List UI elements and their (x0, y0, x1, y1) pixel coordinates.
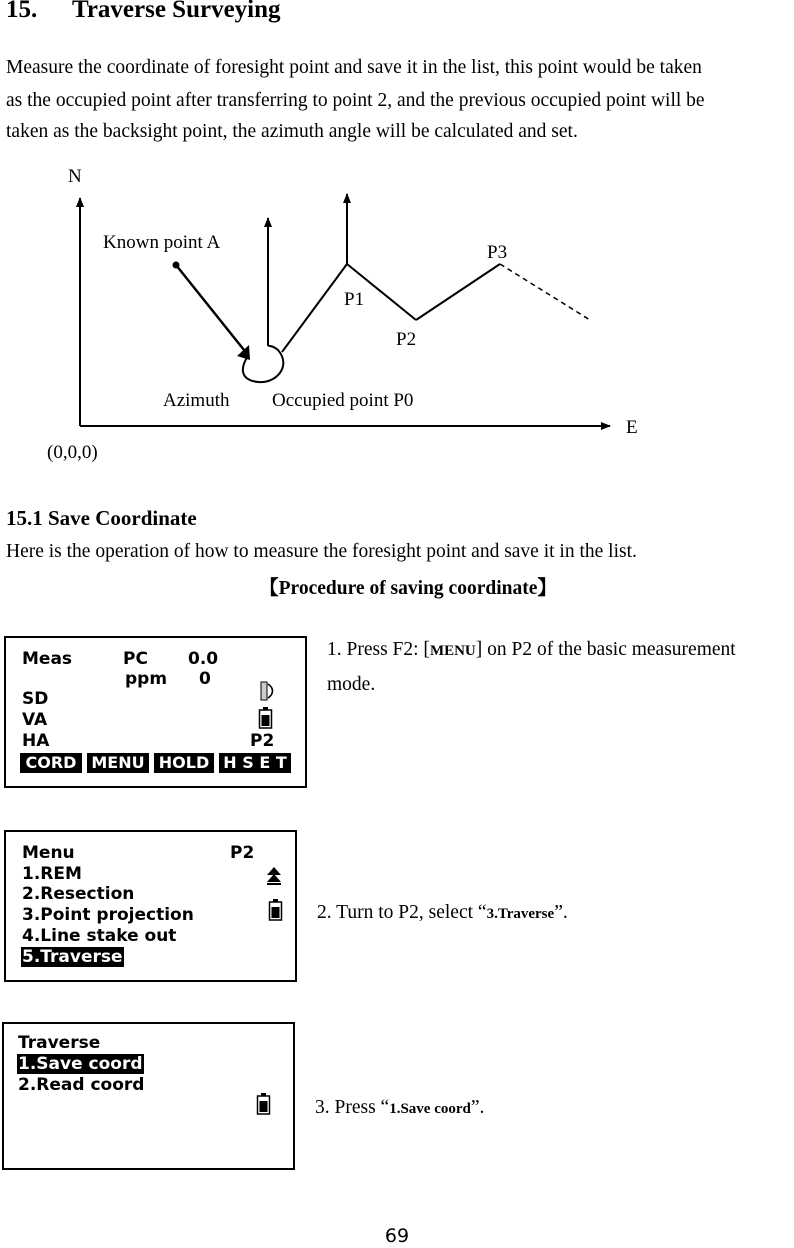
screen-menu (4, 830, 297, 982)
step-1-text-a: 1. Press F2: [ (327, 639, 430, 660)
intro-line-3: taken as the backsight point, the azimuth angle will be calculated and set. (6, 121, 578, 142)
meas-label: Meas (22, 649, 73, 669)
p3-label: P3 (487, 242, 508, 263)
ppm-label: ppm (125, 669, 168, 689)
p2-label: P2 (396, 329, 417, 350)
menu-item-point-projection[interactable]: 3.Point projection (22, 905, 194, 925)
traverse-diagram (0, 160, 794, 470)
ppm-value: 0 (199, 669, 211, 689)
signal-icon (258, 680, 278, 702)
step-1-line-2: mode. (327, 674, 376, 695)
menu-page-indicator: P2 (230, 843, 255, 863)
menu-title: Menu (22, 843, 75, 863)
traverse-title: Traverse (18, 1033, 101, 1053)
page-number: 69 (384, 1225, 410, 1247)
menu-item-line-stake-out[interactable]: 4.Line stake out (22, 926, 177, 946)
origin-label: (0,0,0) (47, 442, 98, 463)
menu-item-resection[interactable]: 2.Resection (22, 884, 135, 904)
menu-item-rem[interactable]: 1.REM (22, 864, 82, 884)
azimuth-label: Azimuth (163, 390, 230, 411)
east-label: E (626, 417, 638, 438)
occupied-label: Occupied point P0 (272, 390, 414, 411)
step-1 (327, 633, 736, 701)
sd-label: SD (22, 689, 49, 709)
step-3-text-b: ”. (470, 1097, 485, 1118)
step-1-key: MENU (429, 643, 476, 659)
page-indicator: P2 (250, 731, 275, 751)
step-3-key: 1.Save coord (389, 1101, 471, 1117)
pc-value: 0.0 (188, 649, 219, 669)
softkey-menu[interactable]: MENU (87, 753, 149, 773)
p1-label: P1 (344, 289, 365, 310)
subsection-title: 15.1 Save Coordinate (6, 506, 197, 530)
known-point-label: Known point A (103, 232, 221, 253)
leg-p0-p1 (282, 264, 347, 352)
section-number: 15. (6, 0, 38, 23)
section-heading (6, 0, 281, 24)
intro-line-1: Measure the coordinate of foresight point and save it in the list, this point would be taken (6, 57, 702, 78)
traverse-item-save-coord[interactable]: 1.Save coord (18, 1054, 143, 1074)
north-label: N (68, 166, 82, 187)
step-3-text-a: 3. Press “ (315, 1097, 390, 1118)
va-label: VA (22, 710, 48, 730)
battery-icon (268, 898, 284, 922)
step-1-text-b: ] on P2 of the basic measurement (475, 639, 736, 660)
softkey-cord[interactable]: CORD (20, 753, 82, 773)
procedure-title: 【Procedure of saving coordinate】 (259, 578, 557, 599)
azimuth-arrowhead (237, 345, 250, 360)
scroll-arrows-icon[interactable] (266, 866, 282, 886)
subsection-description: Here is the operation of how to measure the foresight point and save it in the list. (6, 541, 637, 562)
leg-p3-next (500, 264, 590, 320)
step-3 (315, 1091, 484, 1126)
section-title: Traverse Surveying (72, 0, 281, 23)
menu-item-traverse[interactable]: 5.Traverse (22, 947, 123, 967)
ha-label: HA (22, 731, 50, 751)
step-2 (317, 896, 568, 931)
intro-line-2: as the occupied point after transferring to point 2, and the previous occupied point will be (6, 90, 705, 111)
leg-p2-p3 (416, 264, 500, 320)
traverse-item-read-coord[interactable]: 2.Read coord (18, 1075, 145, 1095)
line-a-to-p0 (176, 265, 244, 350)
step-2-text-a: 2. Turn to P2, select “ (317, 902, 487, 923)
softkey-hset[interactable]: H S E T (219, 753, 291, 773)
screen-basic-measurement (4, 636, 307, 788)
screen-traverse (2, 1022, 295, 1170)
pc-label: PC (123, 649, 148, 669)
battery-icon (256, 1092, 272, 1116)
step-2-key: 3.Traverse (486, 906, 555, 922)
battery-icon (258, 706, 274, 730)
softkey-hold[interactable]: HOLD (154, 753, 214, 773)
step-2-text-b: ”. (554, 902, 568, 923)
